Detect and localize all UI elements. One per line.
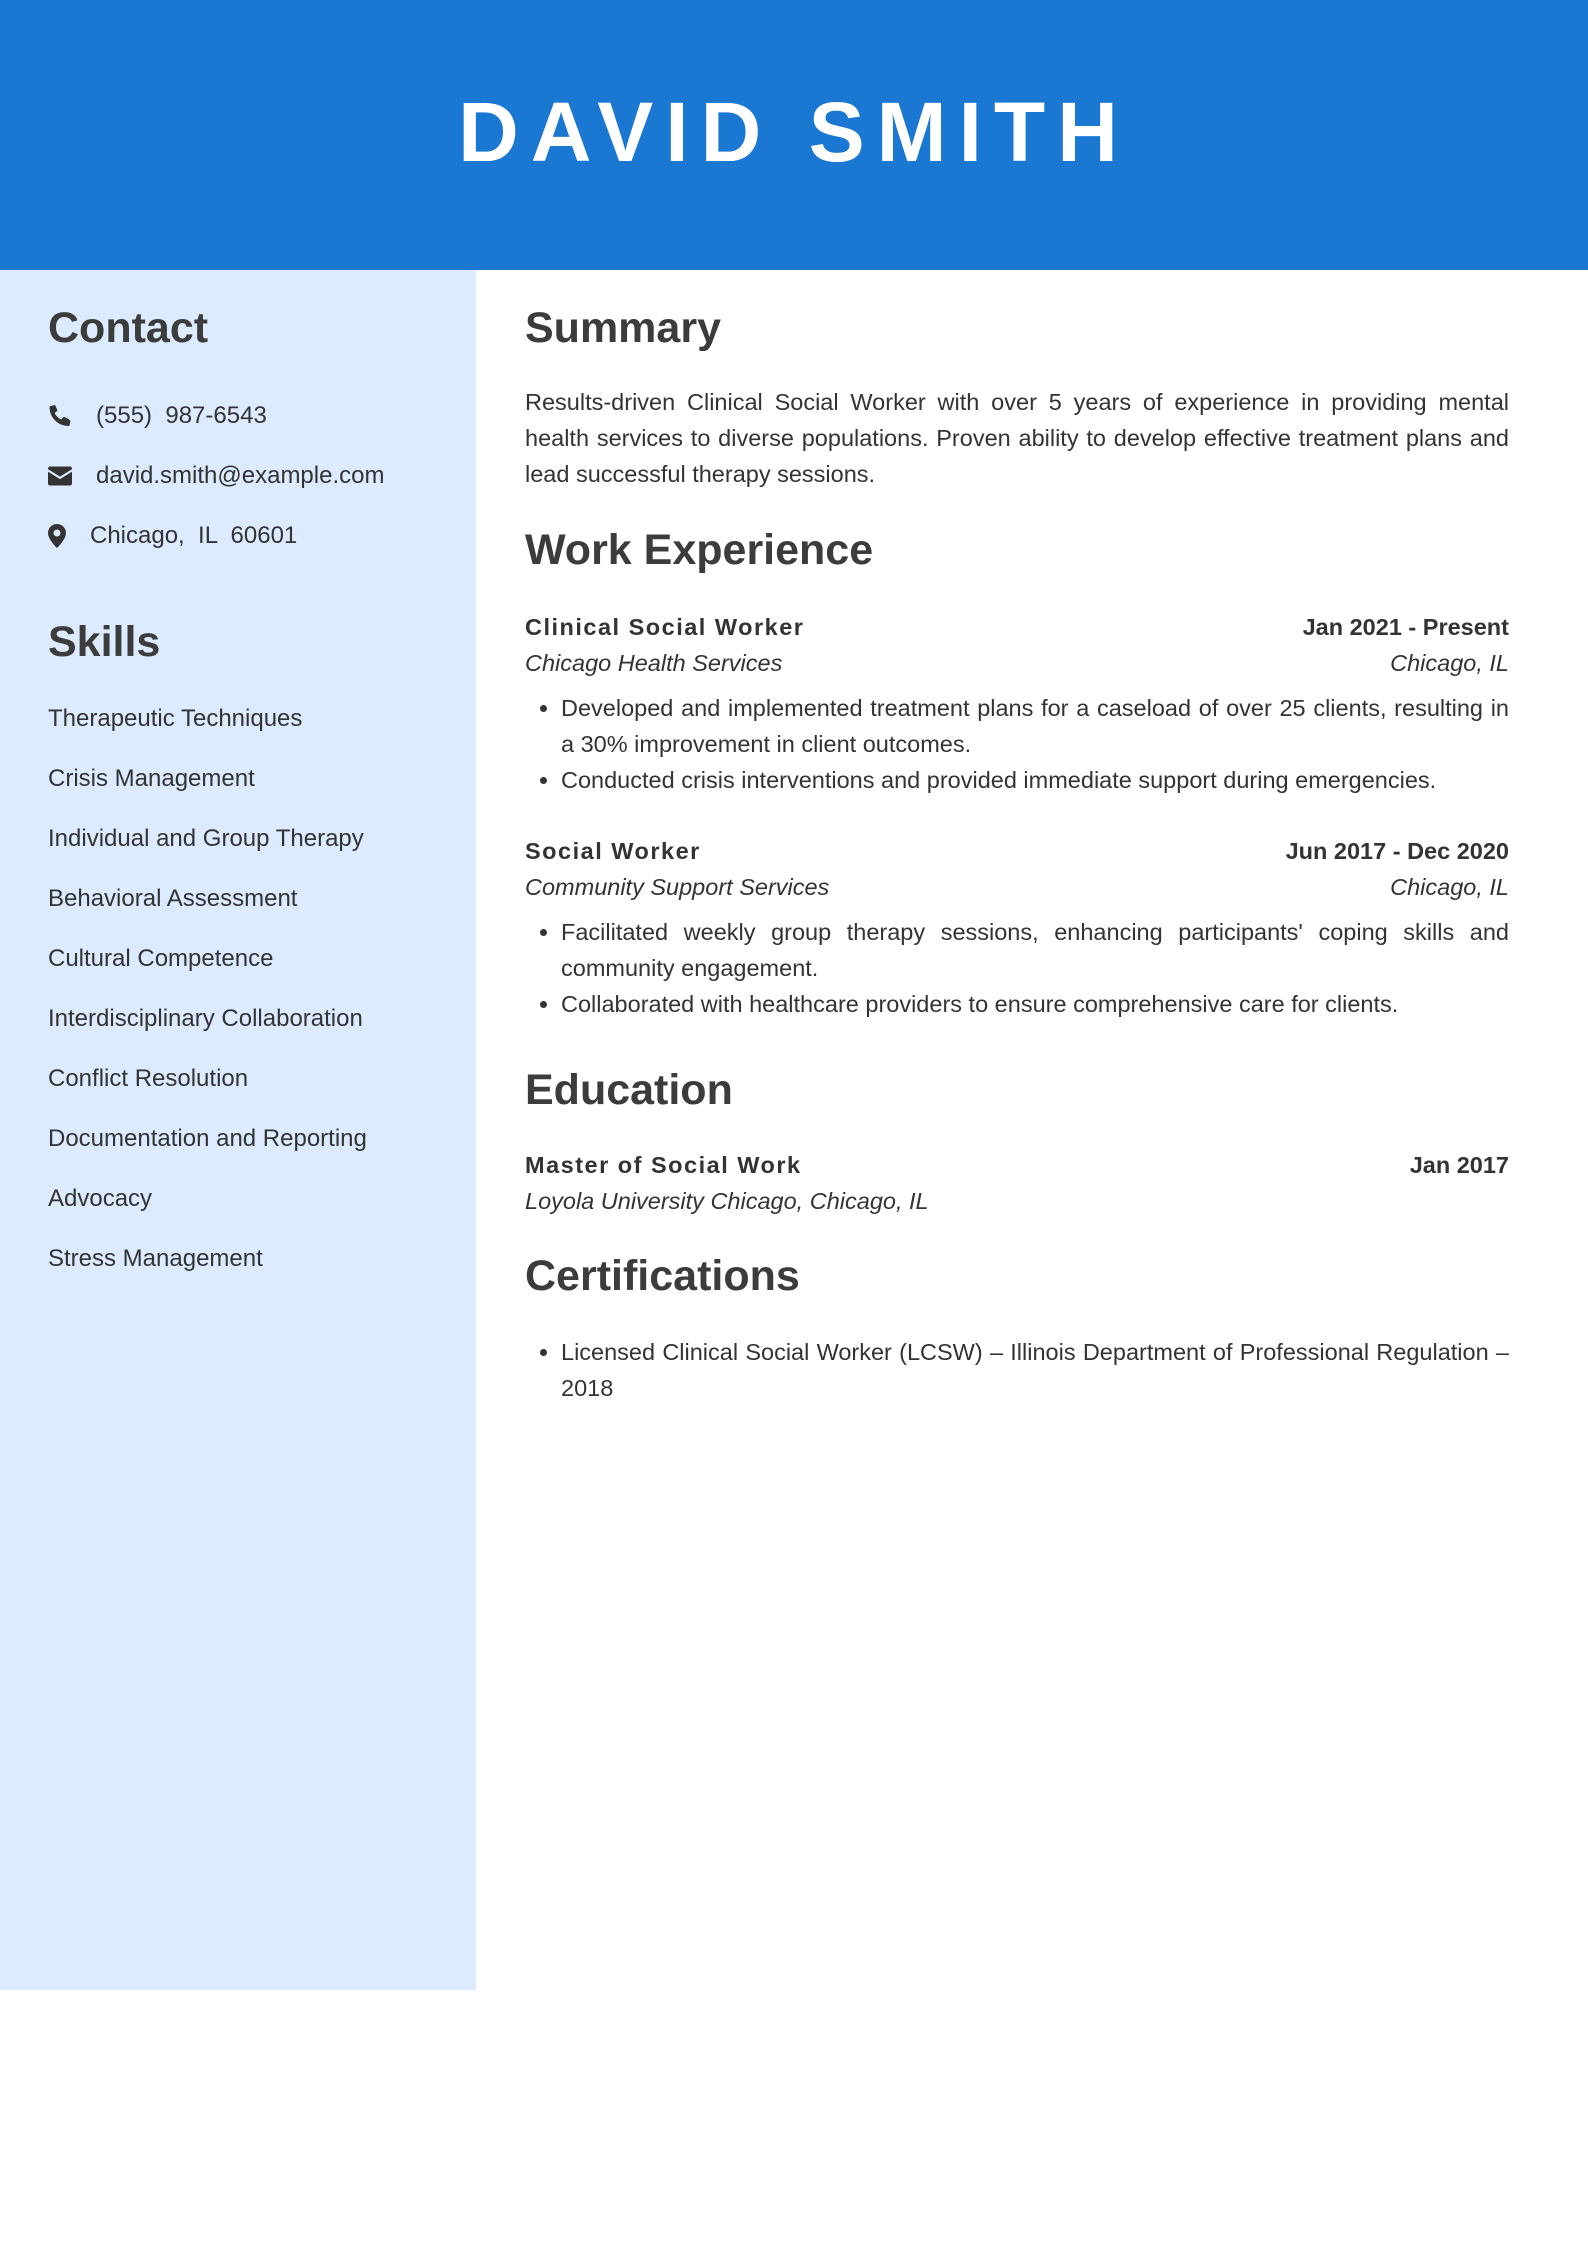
certifications-heading: Certifications — [525, 1252, 800, 1300]
skill-item: Behavioral Assessment — [48, 885, 298, 912]
job-dates: Jun 2017 - Dec 2020 — [1285, 838, 1509, 864]
bullet-item: • Developed and implemented treatment plans for a caseload of over 25 clients, resulting in a 30% improvement in client outcomes. — [561, 690, 1509, 762]
bullet-item: • Conducted crisis interventions and provided immediate support during emergencies. — [561, 762, 1509, 798]
education-subheader — [525, 1186, 1509, 1216]
phone-icon — [48, 404, 96, 428]
skill-item: Therapeutic Techniques — [48, 705, 303, 732]
education-header — [525, 1150, 1509, 1180]
skill-item: Individual and Group Therapy — [48, 825, 364, 852]
job-title: Clinical Social Worker — [525, 614, 805, 640]
summary-text: Results-driven Clinical Social Worker with over 5 years of experience in providing mental health services to diverse populations. Proven ability to develop effective treatment plans and lead successful therapy sessions. — [525, 389, 1509, 487]
job-location: Chicago, IL — [1390, 650, 1509, 676]
summary-heading: Summary — [525, 304, 721, 352]
job-location: Chicago, IL — [1390, 874, 1509, 900]
bullet-item: • Collaborated with healthcare providers to ensure comprehensive care for clients. — [561, 986, 1509, 1022]
phone-text: (555) 987-6543 — [96, 402, 267, 429]
job-header — [525, 612, 1509, 642]
contact-email — [48, 456, 384, 496]
job-title: Social Worker — [525, 838, 701, 864]
school-name: Loyola University Chicago, Chicago, IL — [525, 1188, 929, 1214]
contact-heading: Contact — [48, 304, 209, 352]
bullet-item: • Facilitated weekly group therapy sessions, enhancing participants' coping skills and community engagement. — [561, 914, 1509, 986]
job-bullets — [525, 690, 1509, 798]
candidate-name: DAVID SMITH — [458, 84, 1130, 179]
job-company: Community Support Services — [525, 874, 830, 900]
degree-title: Master of Social Work — [525, 1152, 802, 1178]
resume-header — [0, 0, 1588, 270]
skill-item: Conflict Resolution — [48, 1065, 249, 1092]
education-heading: Education — [525, 1066, 733, 1114]
skill-item: Documentation and Reporting — [48, 1125, 367, 1152]
contact-location — [48, 516, 297, 556]
sidebar — [0, 270, 476, 1990]
email-text: david.smith@example.com — [96, 462, 385, 489]
skill-item: Interdisciplinary Collaboration — [48, 1005, 363, 1032]
work-experience-heading: Work Experience — [525, 526, 874, 574]
job-dates: Jan 2021 - Present — [1302, 614, 1509, 640]
location-text: Chicago, IL 60601 — [90, 522, 298, 549]
job-subheader — [525, 648, 1509, 678]
degree-date: Jan 2017 — [1409, 1152, 1509, 1178]
skill-item: Stress Management — [48, 1245, 263, 1272]
job-header — [525, 836, 1509, 866]
job-subheader — [525, 872, 1509, 902]
certification-item: • Licensed Clinical Social Worker (LCSW) – Illinois Department of Professional Regulation – 2018 — [561, 1334, 1509, 1406]
job-bullets — [525, 914, 1509, 1022]
skill-item: Crisis Management — [48, 765, 255, 792]
skill-item: Cultural Competence — [48, 945, 274, 972]
location-pin-icon — [48, 524, 90, 548]
contact-phone — [48, 396, 267, 436]
certification-list — [525, 1334, 1509, 1406]
skills-heading: Skills — [48, 618, 161, 666]
job-company: Chicago Health Services — [525, 650, 783, 676]
envelope-icon — [48, 466, 96, 486]
skill-item: Advocacy — [48, 1185, 153, 1212]
